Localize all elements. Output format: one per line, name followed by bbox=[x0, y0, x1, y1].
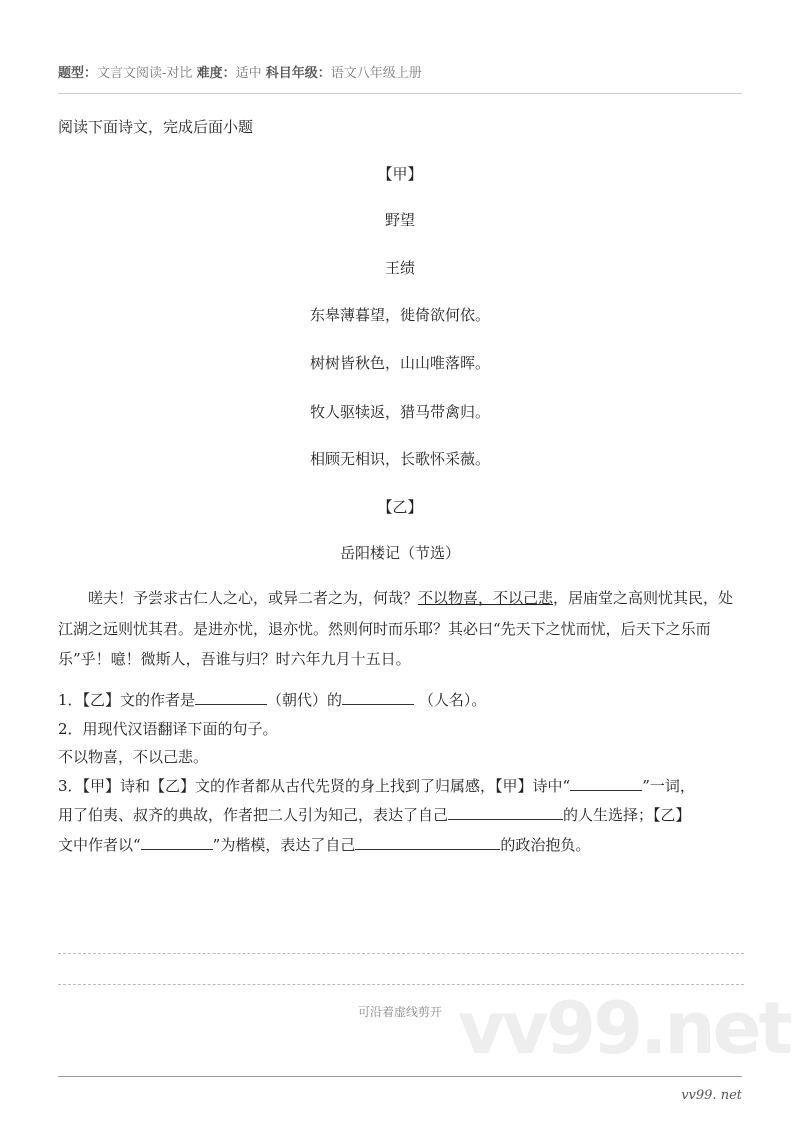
question-meta: 题型：文言文阅读-对比 难度：适中 科目年级：语文八年级上册 bbox=[58, 66, 422, 81]
poem-line: 东皋薄暮望，徙倚欲何依。 bbox=[309, 306, 490, 324]
question-2-sentence: 不以物喜，不以己悲。 bbox=[58, 748, 209, 766]
header-divider bbox=[58, 93, 742, 94]
answer-blank[interactable] bbox=[141, 834, 213, 850]
cut-line bbox=[58, 984, 744, 985]
poem-line: 相顾无相识，长歌怀采薇。 bbox=[309, 450, 490, 468]
instruction: 阅读下面诗文，完成后面小题 bbox=[58, 118, 254, 136]
questions bbox=[58, 686, 758, 860]
cut-line bbox=[58, 953, 744, 954]
answer-blank[interactable] bbox=[195, 689, 267, 705]
poem-marker: 【甲】 bbox=[377, 165, 423, 183]
question-2: 2．用现代汉语翻译下面的句子。 bbox=[58, 719, 278, 738]
footer-divider bbox=[58, 1076, 742, 1077]
answer-blank[interactable] bbox=[570, 775, 642, 791]
poem-title: 野望 bbox=[384, 211, 415, 229]
poem-author: 王绩 bbox=[384, 259, 415, 277]
poem-line: 树树皆秋色，山山唯落晖。 bbox=[309, 354, 490, 372]
cut-note: 可沿着虚线剪开 bbox=[357, 1005, 442, 1019]
answer-blank[interactable] bbox=[355, 834, 500, 850]
prose-marker: 【乙】 bbox=[377, 498, 423, 516]
prose-paragraph: 嗟夫！予尝求古仁人之心，或异二者之为，何哉？不以物喜，不以己悲，居庙堂之高则忧其民，处江湖之远则忧其君。是进亦忧，退亦忧。然则何时而乐耶？其必曰“先天下之忧而忧，后天下之乐而乐”乎！噫！微斯人，吾谁与归？时六年九月十五日。 bbox=[58, 589, 734, 668]
answer-blank[interactable] bbox=[342, 689, 414, 705]
footer-site: vv99. net bbox=[681, 1088, 742, 1103]
prose-title: 岳阳楼记（节选） bbox=[339, 544, 460, 562]
poem-line: 牧人驱犊返，猎马带禽归。 bbox=[309, 403, 490, 421]
watermark: vv99.net bbox=[458, 986, 790, 1070]
question-1: 1．【乙】文的作者是 （朝代）的 （人名）。 bbox=[58, 691, 487, 709]
question-3: 3．【甲】诗和【乙】文的作者都从古代先贤的身上找到了归属感，【甲】诗中“ ”一词，用了伯夷、叔齐的典故，作者把二人引为知己，表达了自己 的人生选择；【乙】文中作者以“ ”为楷模，表达了自己 的政治抱负。 bbox=[58, 776, 695, 854]
answer-blank[interactable] bbox=[448, 804, 563, 820]
underlined-sentence: 不以物喜，不以己悲 bbox=[418, 589, 554, 607]
